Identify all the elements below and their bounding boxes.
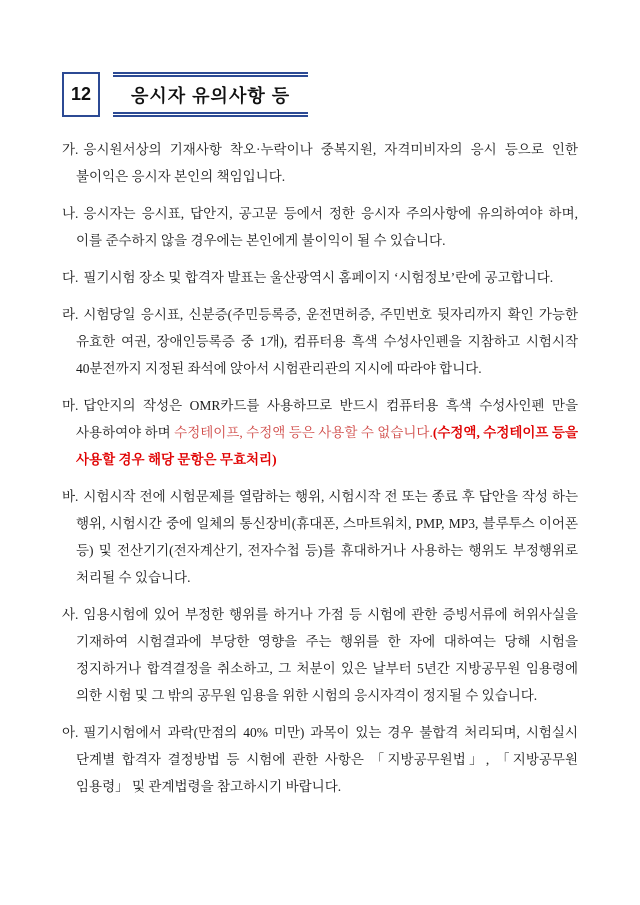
paragraph-label: 가. [62,142,79,157]
notice-paragraph-a [62,719,578,800]
notice-paragraph-ma [62,392,578,473]
paragraph-text: 응시원서상의 기재사항 착오·누락이나 중복지원, 자격미비자의 응시 등으로 인한 불이익은 응시자 본인의 책임입니다. [76,142,578,184]
notice-paragraph-sa [62,601,578,709]
paragraph-label: 바. [62,489,79,504]
section-number-box [62,72,100,117]
notice-paragraph-na [62,200,578,254]
paragraph-label: 나. [62,206,79,221]
notice-paragraph-ra [62,301,578,382]
section-title-text: 응시자 유의사항 등 [131,86,291,106]
paragraph-text: 임용시험에 있어 부정한 행위를 하거나 가점 등 시험에 관한 증빙서류에 허위사실을 기재하여 시험결과에 부당한 영향을 주는 행위를 한 자에 대하여는 당해 시험을 정지하거나 합격결정을 취소하고, 그 처분이 있은 날부터 5년간 지방공무원 임용령에 의한 시험 및 그 밖의 공무원 임용을 위한 시험의 응시자격이 정지될 수 있습니다. [76,607,578,703]
paragraph-text: 시험당일 응시표, 신분증(주민등록증, 운전면허증, 주민번호 뒷자리까지 확인 가능한 유효한 여권, 장애인등록증 중 1개), 컴퓨터용 흑색 수성사인펜을 지참하고 시험시작 40분전까지 지정된 좌석에 앉아서 시험관리관의 지시에 따라야 합니다. [76,307,578,376]
paragraph-label: 다. [62,270,79,285]
notice-paragraph-da [62,264,578,291]
section-number: 12 [70,84,92,104]
paragraph-label: 마. [62,398,79,413]
paragraph-text-red-bold: (수정액, 수정테이프 등을 사용할 경우 해당 문항은 무효처리) [76,425,578,467]
notice-paragraph-ba [62,483,578,591]
paragraph-text: 응시자는 응시표, 답안지, 공고문 등에서 정한 응시자 주의사항에 유의하여야 하며, 이를 준수하지 않을 경우에는 본인에게 불이익이 될 수 있습니다. [76,206,578,248]
notice-list [62,136,578,800]
paragraph-text: 필기시험 장소 및 합격자 발표는 울산광역시 홈페이지 ‘시험정보’란에 공고합니다. [83,270,554,285]
paragraph-label: 아. [62,725,79,740]
section-header [62,72,578,117]
paragraph-label: 사. [62,607,79,622]
paragraph-text: 답안지의 작성은 OMR카드를 사용하므로 반드시 컴퓨터용 흑색 수성사인펜 만을 사용하여야 하며 [76,398,578,440]
paragraph-text-red: 수정테이프, 수정액 등은 사용할 수 없습니다. [174,425,433,440]
paragraph-text: 필기시험에서 과락(만점의 40% 미만) 과목이 있는 경우 불합격 처리되며, 시험실시 단계별 합격자 결정방법 등 시험에 관한 사항은 「지방공무원법」, 「지방공무원 임용령」 및 관계법령을 참고하시기 바랍니다. [76,725,578,794]
section-title [113,72,308,117]
paragraph-label: 라. [62,307,79,322]
notice-paragraph-ga [62,136,578,190]
paragraph-text: 시험시작 전에 시험문제를 열람하는 행위, 시험시작 전 또는 종료 후 답안을 작성 하는 행위, 시험시간 중에 일체의 통신장비(휴대폰, 스마트워치, PMP, MP3, 블루투스 이어폰 등) 및 전산기기(전자계산기, 전자수첩 등)를 휴대하거나 사용하는 행위도 부정행위로 처리될 수 있습니다. [76,489,578,585]
